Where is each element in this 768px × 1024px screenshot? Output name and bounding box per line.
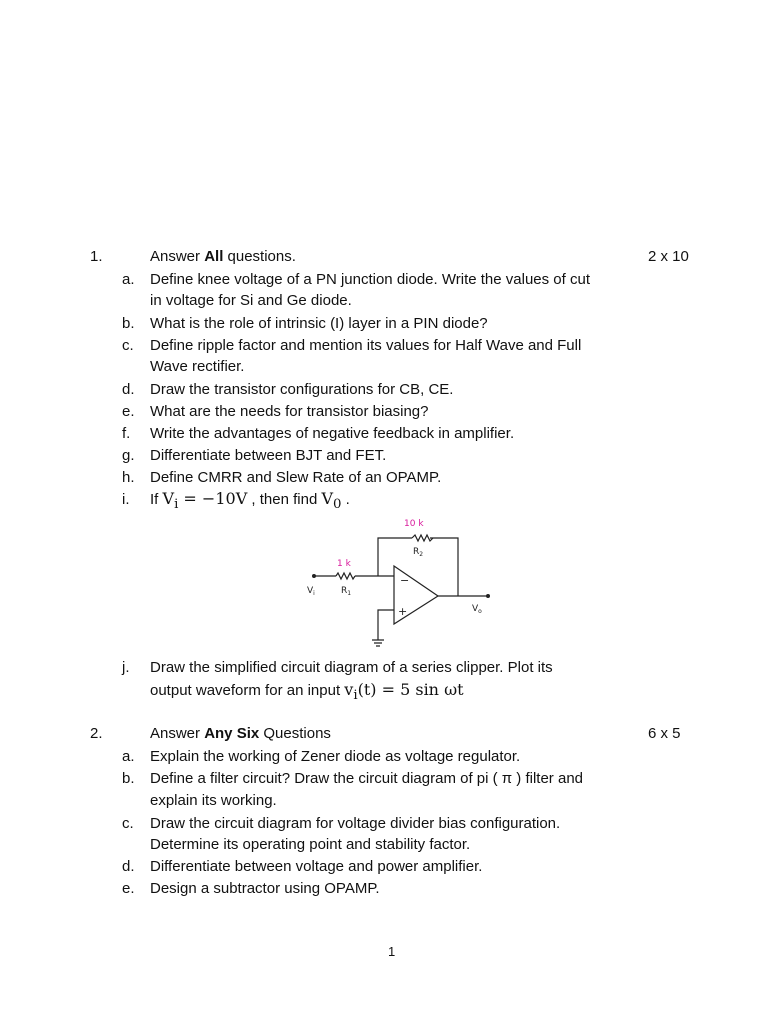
r1-value: 1 k xyxy=(337,559,351,569)
q1-item-b-text: What is the role of intrinsic (I) layer in a PIN diode? xyxy=(150,315,488,332)
q1-item-c-text-line1: Define ripple factor and mention its values for Half Wave and Full xyxy=(150,337,582,354)
q1-item-d-letter: d. xyxy=(122,381,135,398)
q2-item-c-letter: c. xyxy=(122,815,134,832)
vout-label: $V_o$ xyxy=(472,604,482,615)
page-number: 1 xyxy=(388,944,396,959)
inverting-amplifier-circuit xyxy=(292,512,496,654)
q2-item-b-text-line1: Define a filter circuit? Draw the circuit diagram of pi ( π ) filter and xyxy=(150,770,584,787)
r2-value: 10 k xyxy=(404,519,424,529)
q2-item-a-text: Explain the working of Zener diode as voltage regulator. xyxy=(150,748,521,765)
q2-item-a-letter: a. xyxy=(122,748,135,765)
q2-item-b-text-line2: explain its working. xyxy=(150,792,277,809)
q2-item-b-letter: b. xyxy=(122,770,135,787)
input-terminal xyxy=(312,574,316,578)
question-1-instruction: Answer All questions. xyxy=(150,248,296,265)
question-2-marks: 6 x 5 xyxy=(648,725,681,742)
q1-item-g-text: Differentiate between BJT and FET. xyxy=(150,447,387,464)
q2-item-d-text: Differentiate between voltage and power amplifier. xyxy=(150,858,483,875)
q1-item-a-letter: a. xyxy=(122,271,135,288)
r2-label: $R_2$ xyxy=(413,547,424,558)
question-2-instruction: Answer Any Six Questions xyxy=(150,725,331,742)
q1-item-b-letter: b. xyxy=(122,315,135,332)
question-1-number: 1. xyxy=(90,248,103,265)
output-terminal xyxy=(486,594,490,598)
q1-item-i-letter: i. xyxy=(122,491,130,508)
q1-item-g-letter: g. xyxy=(122,447,135,464)
q1-item-a-text-line2: in voltage for Si and Ge diode. xyxy=(150,292,352,309)
q1-item-f-letter: f. xyxy=(122,425,131,442)
r1-label: $R_1$ xyxy=(341,586,352,597)
question-2-number: 2. xyxy=(90,725,103,742)
q2-item-e-text: Design a subtractor using OPAMP. xyxy=(150,880,380,897)
q1-item-j-letter: j. xyxy=(122,659,130,676)
q1-item-f-text: Write the advantages of negative feedback in amplifier. xyxy=(150,425,515,442)
input-waveform-expression: $v_i(t) = 5$ sin ωt xyxy=(344,680,464,704)
q1-item-d-text: Draw the transistor configurations for CB, CE. xyxy=(150,381,454,398)
inverting-input-sign: − xyxy=(400,574,410,587)
q1-item-h-letter: h. xyxy=(122,469,135,486)
q2-item-c-text-line1: Draw the circuit diagram for voltage divider bias configuration. xyxy=(150,815,561,832)
q1-item-e-text: What are the needs for transistor biasing? xyxy=(150,403,429,420)
q1-item-i-text: If $V_i = -10V$ , then find $V_0$ . xyxy=(150,489,350,513)
q1-item-h-text: Define CMRR and Slew Rate of an OPAMP. xyxy=(150,469,442,486)
v0-expression: $V_0$ xyxy=(321,489,342,513)
vin-label: $V_i$ xyxy=(307,586,315,597)
vi-expression: $V_i = -10V$ xyxy=(162,489,248,513)
q2-item-c-text-line2: Determine its operating point and stability factor. xyxy=(150,836,471,853)
q2-item-e-letter: e. xyxy=(122,880,135,897)
q1-item-j-text-line1: Draw the simplified circuit diagram of a series clipper. Plot its xyxy=(150,659,553,676)
noninverting-input-sign: + xyxy=(398,605,408,618)
question-1-marks: 2 x 10 xyxy=(648,248,689,265)
q1-item-a-text-line1: Define knee voltage of a PN junction diode. Write the values of cut xyxy=(150,271,590,288)
q2-item-d-letter: d. xyxy=(122,858,135,875)
q1-item-c-letter: c. xyxy=(122,337,134,354)
q1-item-c-text-line2: Wave rectifier. xyxy=(150,358,245,375)
q1-item-e-letter: e. xyxy=(122,403,135,420)
q1-item-j-text-line2: output waveform for an input $v_i(t) = 5$ sin ωt xyxy=(150,680,464,704)
